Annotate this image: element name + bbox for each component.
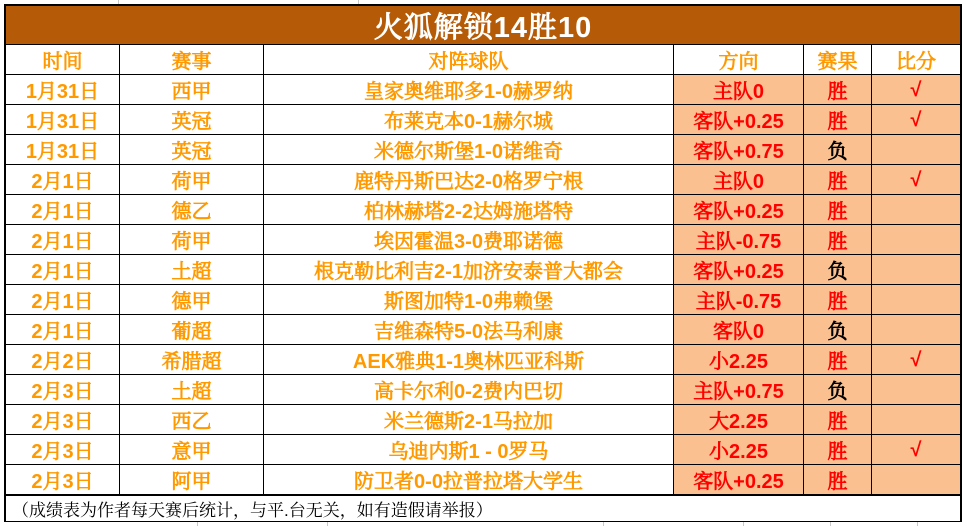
table-row bbox=[6, 345, 960, 375]
time-cell: 2月2日 bbox=[6, 345, 120, 374]
table-row bbox=[6, 315, 960, 345]
direction-cell: 客队0 bbox=[674, 315, 804, 344]
score-check-cell bbox=[872, 315, 960, 344]
result-cell: 胜 bbox=[804, 345, 872, 374]
time-cell: 1月31日 bbox=[6, 75, 120, 104]
match-cell: 吉维森特5-0法马利康 bbox=[264, 315, 674, 344]
score-check-cell: √ bbox=[872, 105, 960, 134]
gridline-tick bbox=[743, 522, 744, 526]
header-cell-score: 比分 bbox=[896, 51, 936, 73]
result-cell: 胜 bbox=[804, 75, 872, 104]
direction-cell: 主队-0.75 bbox=[674, 285, 804, 314]
score-check-cell bbox=[872, 285, 960, 314]
table-row bbox=[6, 75, 960, 105]
direction-cell: 小2.25 bbox=[674, 435, 804, 464]
table-row bbox=[6, 255, 960, 285]
footer-note: （成绩表为作者每天赛后统计，与平.台无关，如有造假请举报） bbox=[12, 501, 493, 520]
result-cell: 负 bbox=[804, 375, 872, 404]
table-row bbox=[6, 195, 960, 225]
header-cell-result: 赛果 bbox=[804, 45, 872, 74]
time-cell: 2月1日 bbox=[6, 285, 120, 314]
match-cell: 斯图加特1-0弗赖堡 bbox=[264, 285, 674, 314]
match-cell: 乌迪内斯1 - 0罗马 bbox=[264, 435, 674, 464]
gridline-tick bbox=[327, 522, 328, 526]
table-row bbox=[6, 405, 960, 435]
match-cell: 柏林赫塔2-2达姆施塔特 bbox=[264, 195, 674, 224]
result-cell: 负 bbox=[804, 315, 872, 344]
match-cell: 高卡尔利0-2费内巴切 bbox=[264, 375, 674, 404]
gridline-tick bbox=[197, 522, 198, 526]
footer-row bbox=[6, 496, 960, 521]
league-cell: 西乙 bbox=[120, 405, 264, 434]
direction-cell: 主队-0.75 bbox=[674, 225, 804, 254]
table-row bbox=[6, 225, 960, 255]
table-row bbox=[6, 375, 960, 405]
result-cell: 负 bbox=[804, 135, 872, 164]
score-check-cell bbox=[872, 225, 960, 254]
table-row bbox=[6, 435, 960, 465]
match-cell: AEK雅典1-1奥林匹亚科斯 bbox=[264, 345, 674, 374]
match-cell: 防卫者0-0拉普拉塔大学生 bbox=[264, 465, 674, 494]
time-cell: 1月31日 bbox=[6, 105, 120, 134]
table-row bbox=[6, 465, 960, 496]
score-check-cell bbox=[872, 255, 960, 284]
direction-cell: 客队+0.25 bbox=[674, 255, 804, 284]
result-cell: 胜 bbox=[804, 465, 872, 494]
time-cell: 2月1日 bbox=[6, 225, 120, 254]
match-cell: 米德尔斯堡1-0诺维奇 bbox=[264, 135, 674, 164]
time-cell: 1月31日 bbox=[6, 135, 120, 164]
score-check-cell bbox=[872, 135, 960, 164]
header-cell-direction: 方向 bbox=[674, 45, 804, 74]
league-cell: 阿甲 bbox=[120, 465, 264, 494]
gridline-tick bbox=[917, 522, 918, 526]
league-cell: 德甲 bbox=[120, 285, 264, 314]
score-check-cell: √ bbox=[872, 165, 960, 194]
league-cell: 英冠 bbox=[120, 135, 264, 164]
direction-cell: 大2.25 bbox=[674, 405, 804, 434]
table-row bbox=[6, 165, 960, 195]
table-row bbox=[6, 285, 960, 315]
direction-cell: 客队+0.25 bbox=[674, 105, 804, 134]
header-cell-time: 时间 bbox=[6, 45, 120, 74]
match-cell: 米兰德斯2-1马拉加 bbox=[264, 405, 674, 434]
direction-cell: 小2.25 bbox=[674, 345, 804, 374]
table-row bbox=[6, 135, 960, 165]
time-cell: 2月1日 bbox=[6, 195, 120, 224]
match-cell: 埃因霍温3-0费耶诺德 bbox=[264, 225, 674, 254]
league-cell: 希腊超 bbox=[120, 345, 264, 374]
gridline-tick bbox=[830, 522, 831, 526]
header-cell-match: 对阵球队 bbox=[264, 45, 674, 74]
table-row bbox=[6, 105, 960, 135]
match-cell: 布莱克本0-1赫尔城 bbox=[264, 105, 674, 134]
direction-cell: 主队0 bbox=[674, 75, 804, 104]
time-cell: 2月1日 bbox=[6, 255, 120, 284]
score-check-cell: √ bbox=[872, 75, 960, 104]
page-title: 火狐解锁14胜10 bbox=[373, 11, 593, 44]
time-cell: 2月3日 bbox=[6, 435, 120, 464]
league-cell: 英冠 bbox=[120, 105, 264, 134]
match-cell: 根克勒比利吉2-1加济安泰普大都会 bbox=[264, 255, 674, 284]
direction-cell: 客队+0.75 bbox=[674, 135, 804, 164]
direction-cell: 客队+0.25 bbox=[674, 465, 804, 494]
time-cell: 2月1日 bbox=[6, 165, 120, 194]
result-cell: 胜 bbox=[804, 105, 872, 134]
result-cell: 胜 bbox=[804, 195, 872, 224]
table-header-row bbox=[6, 45, 960, 75]
result-cell: 胜 bbox=[804, 285, 872, 314]
result-cell: 胜 bbox=[804, 225, 872, 254]
result-cell: 胜 bbox=[804, 435, 872, 464]
gridline-tick bbox=[603, 522, 604, 526]
direction-cell: 客队+0.25 bbox=[674, 195, 804, 224]
title-bar bbox=[6, 6, 960, 45]
direction-cell: 主队0 bbox=[674, 165, 804, 194]
time-cell: 2月3日 bbox=[6, 375, 120, 404]
time-cell: 2月3日 bbox=[6, 405, 120, 434]
league-cell: 土超 bbox=[120, 255, 264, 284]
score-check-cell bbox=[872, 465, 960, 494]
score-check-cell bbox=[872, 375, 960, 404]
league-cell: 德乙 bbox=[120, 195, 264, 224]
score-check-cell: √ bbox=[872, 345, 960, 374]
league-cell: 土超 bbox=[120, 375, 264, 404]
score-check-cell: √ bbox=[872, 435, 960, 464]
table-body bbox=[6, 75, 960, 496]
time-cell: 2月3日 bbox=[6, 465, 120, 494]
league-cell: 西甲 bbox=[120, 75, 264, 104]
league-cell: 荷甲 bbox=[120, 165, 264, 194]
match-cell: 皇家奥维耶多1-0赫罗纳 bbox=[264, 75, 674, 104]
score-check-cell bbox=[872, 405, 960, 434]
league-cell: 意甲 bbox=[120, 435, 264, 464]
results-table bbox=[4, 4, 962, 522]
time-cell: 2月1日 bbox=[6, 315, 120, 344]
result-cell: 负 bbox=[804, 255, 872, 284]
result-cell: 胜 bbox=[804, 405, 872, 434]
league-cell: 荷甲 bbox=[120, 225, 264, 254]
league-cell: 葡超 bbox=[120, 315, 264, 344]
direction-cell: 主队+0.75 bbox=[674, 375, 804, 404]
header-cell-league: 赛事 bbox=[120, 45, 264, 74]
match-cell: 鹿特丹斯巴达2-0格罗宁根 bbox=[264, 165, 674, 194]
result-cell: 胜 bbox=[804, 165, 872, 194]
score-check-cell bbox=[872, 195, 960, 224]
